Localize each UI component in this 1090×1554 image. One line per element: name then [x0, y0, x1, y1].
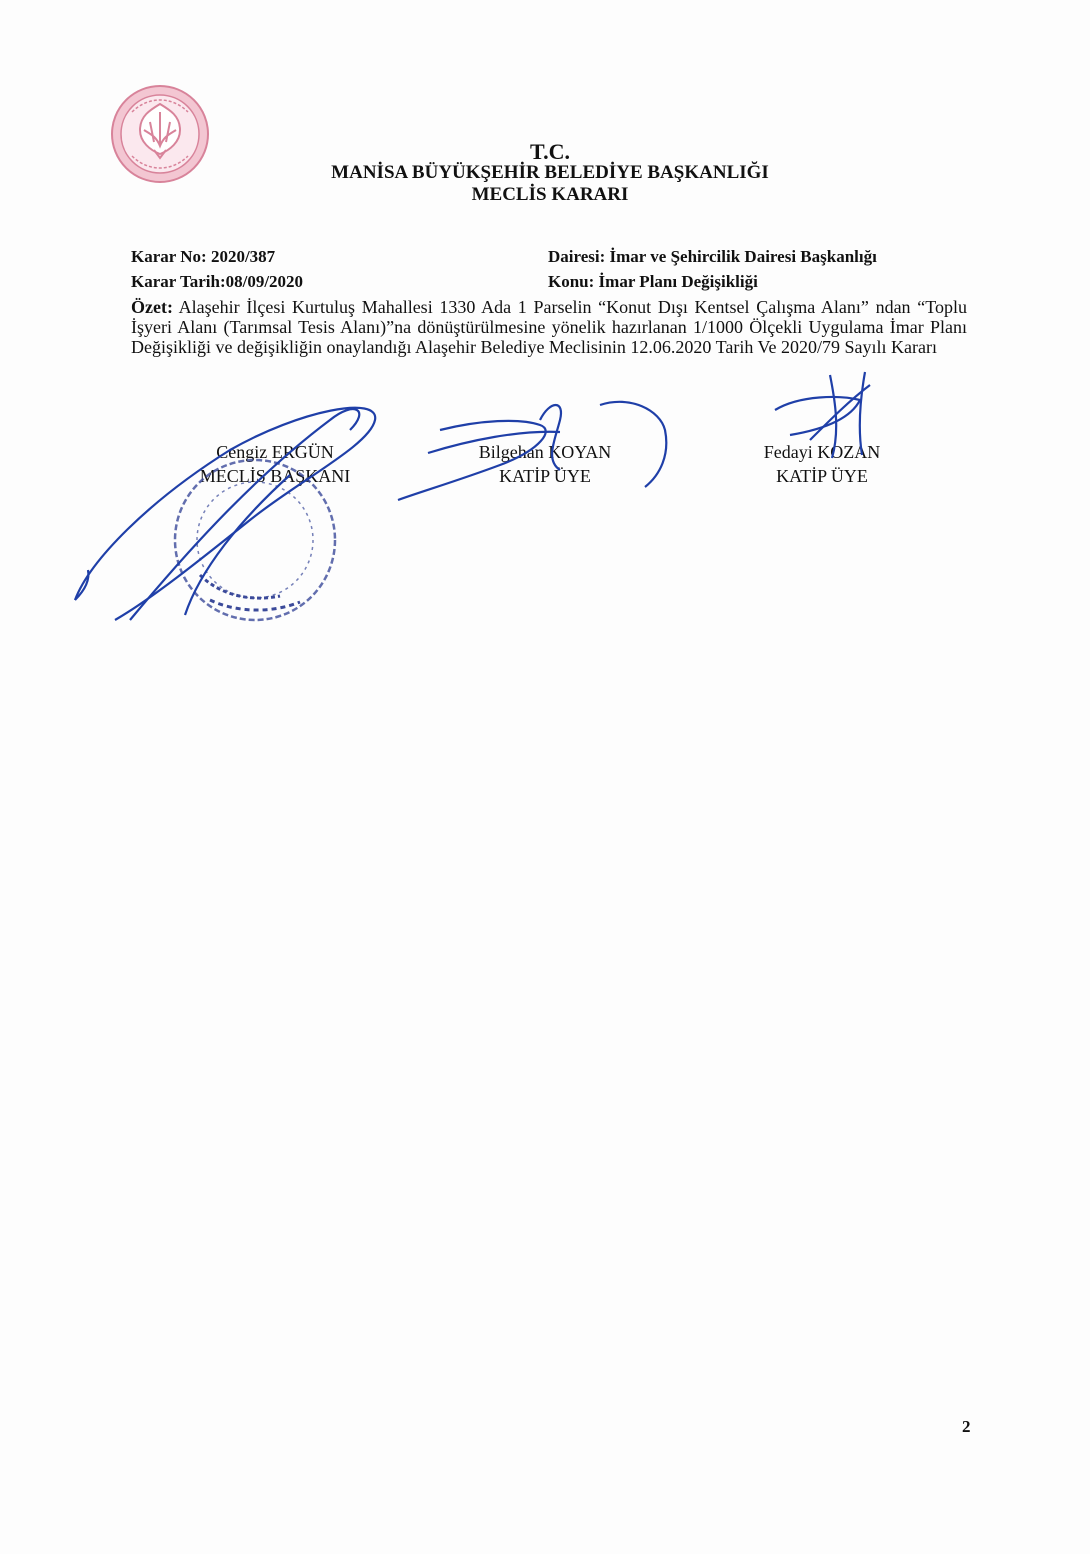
dairesi: Dairesi: İmar ve Şehircilik Dairesi Başkanlığı: [548, 247, 877, 266]
signatory-title: MECLİS BAŞKANI: [199, 466, 351, 486]
municipality-seal: [110, 84, 210, 184]
signatory-title: KATİP ÜYE: [499, 466, 591, 486]
konu: Konu: İmar Planı Değişikliği: [548, 272, 758, 291]
signature-block-clerk-1: [450, 440, 640, 488]
header-document-type: MECLİS KARARI: [471, 184, 629, 205]
signatory-name: Cengiz ERGÜN: [216, 442, 334, 462]
signatory-name: Fedayi KOZAN: [763, 442, 881, 462]
karar-tarih: Karar Tarih:08/09/2020: [131, 272, 304, 291]
header-tc: T.C.: [530, 139, 570, 164]
page-number: 2: [962, 1417, 971, 1436]
signatory-title: KATİP ÜYE: [776, 466, 868, 486]
summary-text: Alaşehir İlçesi Kurtuluş Mahallesi 1330 Ada 1 Parselin “Konut Dışı Kentsel Çalışma Alanı” ndan “Toplu İşyeri Alanı (Tarımsal Tesis Alanı)”na dönüştürülmesine yönelik hazırlanan 1/1000 Ölçekli Uygulama İmar Planı Değişikliği ve değişikliğin onaylandığı Alaşehir Belediye Meclisinin 12.06.2020 Tarih Ve 2020/79 Sayılı Kararı: [131, 297, 967, 357]
signature-block-chairman: [180, 440, 370, 488]
signature-block-clerk-2: [727, 440, 917, 488]
summary-label: Özet:: [131, 297, 173, 317]
signatory-name: Bilgehan KOYAN: [478, 442, 612, 462]
header-institution: MANİSA BÜYÜKŞEHİR BELEDİYE BAŞKANLIĞI: [331, 162, 769, 183]
karar-no: Karar No: 2020/387: [131, 247, 276, 266]
summary-paragraph: [131, 297, 967, 357]
